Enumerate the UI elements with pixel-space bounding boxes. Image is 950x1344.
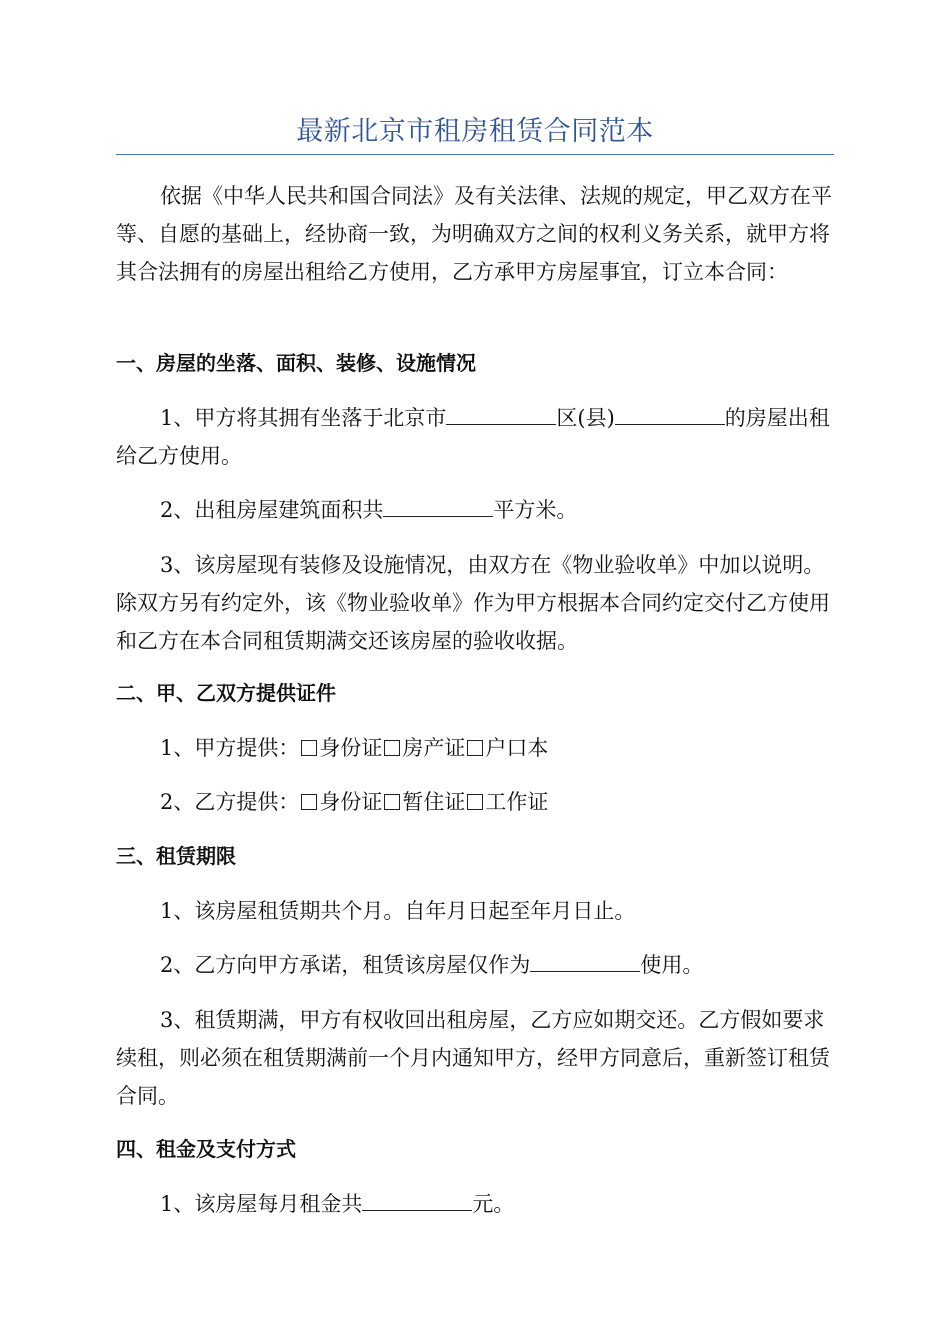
section-3-item-3: 3、租赁期满，甲方有权收回出租房屋，乙方应如期交还。乙方假如要求续租，则必须在租赁期满前一个月内通知甲方，经甲方同意后，重新签订租赁合同。	[116, 1008, 830, 1108]
section-1-heading: 一、房屋的坐落、面积、装修、设施情况	[116, 351, 476, 375]
checkbox-icon	[467, 794, 483, 810]
title-underline	[116, 154, 834, 155]
section-2-item-2: 2、乙方提供： 身份证 暂住证 工作证	[160, 790, 549, 814]
checkbox-icon	[384, 740, 400, 756]
intro-paragraph: 依据《中华人民共和国合同法》及有关法律、法规的规定，甲乙双方在平等、自愿的基础上，经协商一致，为明确双方之间的权利义务关系，就甲方将其合法拥有的房屋出租给乙方使用，乙方承甲方房屋事宜，订立本合同：	[116, 184, 832, 284]
checkbox-icon	[467, 740, 483, 756]
section-3-item-2: 2、乙方向甲方承诺，租赁该房屋仅作为 使用。	[116, 946, 834, 984]
section-4-heading: 四、租金及支付方式	[116, 1137, 296, 1161]
blank-line	[446, 402, 556, 425]
checkbox-icon	[301, 740, 317, 756]
section-1-item-2: 2、出租房屋建筑面积共 平方米。	[116, 491, 834, 529]
section-3-item-1: 1、该房屋租赁期共个月。自年月日起至年月日止。	[160, 899, 636, 923]
section-1-item-3: 3、该房屋现有装修及设施情况，由双方在《物业验收单》中加以说明。除双方另有约定外，该《物业验收单》作为甲方根据本合同约定交付乙方使用和乙方在本合同租赁期满交还该房屋的验收收据。	[116, 553, 830, 653]
blank-line	[615, 402, 725, 425]
section-1-item-1: 1、甲方将其拥有坐落于北京市 区(县) 的房屋出租给乙方使用。	[116, 399, 834, 475]
section-2-heading: 二、甲、乙双方提供证件	[116, 681, 336, 705]
checkbox-icon	[384, 794, 400, 810]
blank-line	[362, 1188, 472, 1211]
section-3-heading: 三、租赁期限	[116, 844, 236, 868]
document-title: 最新北京市租房租赁合同范本	[296, 116, 654, 147]
section-4-item-1: 1、该房屋每月租金共 元。	[116, 1185, 834, 1223]
blank-line	[530, 949, 640, 972]
checkbox-icon	[301, 794, 317, 810]
blank-line	[383, 494, 493, 517]
section-2-item-1: 1、甲方提供： 身份证 房产证 户口本	[160, 736, 549, 760]
